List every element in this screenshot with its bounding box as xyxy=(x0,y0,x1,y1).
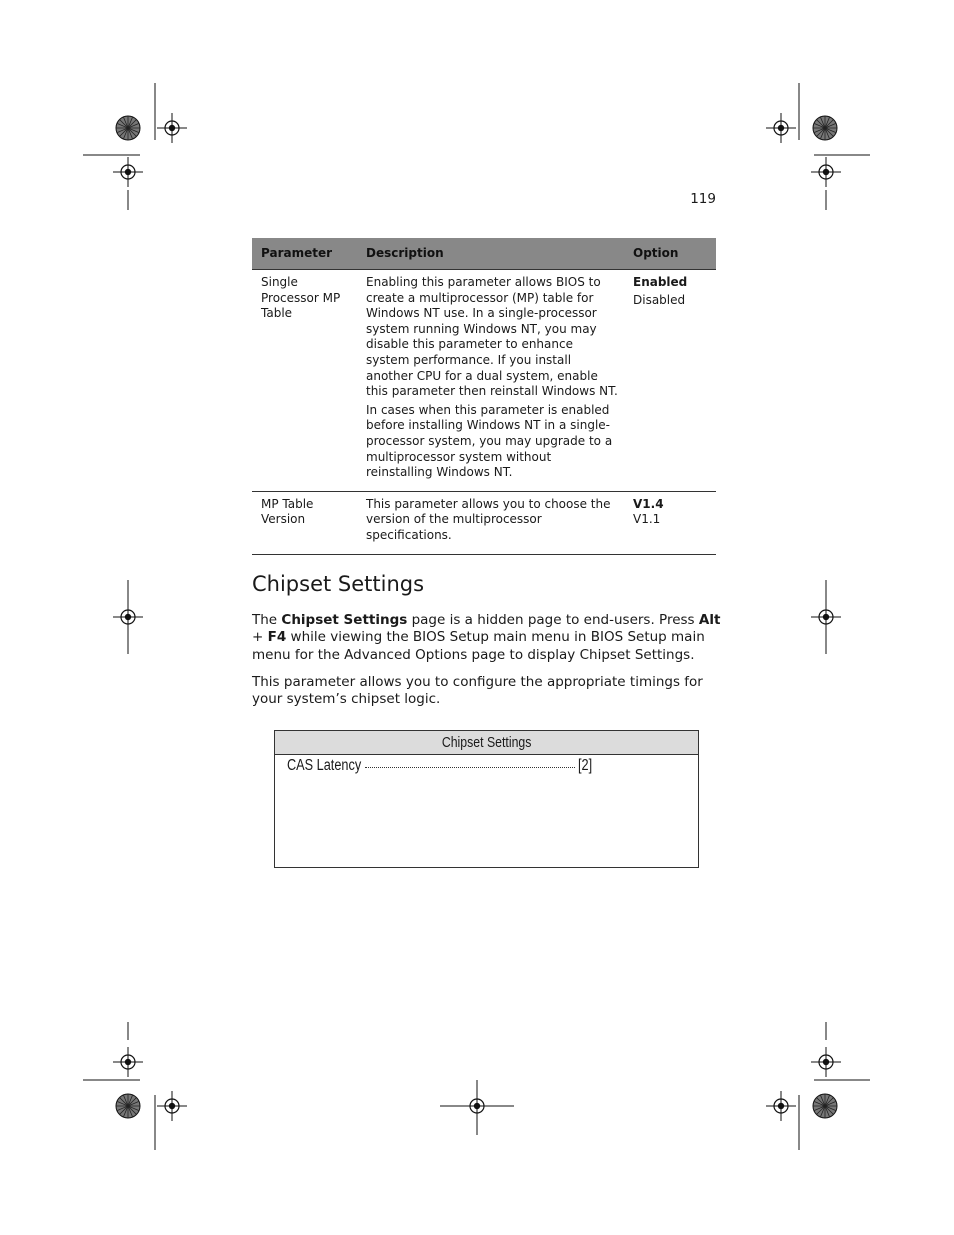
option-cell xyxy=(625,491,716,554)
text-run: The xyxy=(252,612,282,628)
bios-setting-value: [2] xyxy=(578,757,593,774)
description-paragraph: In cases when this parameter is enabled before installing Windows NT in a single-processor system, you may upgrade to a multiprocessor system without reinstalling Windows NT. xyxy=(366,402,613,480)
bios-screen xyxy=(274,730,699,868)
text-run: while viewing the BIOS Setup main menu in BIOS Setup main menu for the Advanced Options page to display Chipset Settings. xyxy=(252,629,705,663)
option-alternative: Disabled xyxy=(633,292,686,307)
bold-term: Chipset Settings xyxy=(281,612,408,628)
parameter-table xyxy=(252,238,716,555)
table-row xyxy=(252,270,716,492)
key-name: F4 xyxy=(267,629,287,646)
intro-paragraph xyxy=(252,612,722,664)
description-cell xyxy=(357,491,625,554)
page-number: 119 xyxy=(690,191,716,207)
option-cell xyxy=(625,270,716,492)
dot-leader xyxy=(365,767,575,768)
text-run: page is a hidden page to end-users. Press xyxy=(407,612,699,628)
table-row xyxy=(252,491,716,554)
parameter-cell xyxy=(252,491,357,554)
parameter-cell xyxy=(252,270,357,492)
key-name: Alt xyxy=(698,612,721,628)
column-header-option: Option xyxy=(633,245,679,260)
description-paragraph-2: This parameter allows you to configure the appropriate timings for your system’s chipset logic. xyxy=(252,674,703,708)
bios-screen-title xyxy=(275,731,698,755)
bios-title-text: Chipset Settings xyxy=(441,734,532,751)
option-default: Enabled xyxy=(633,275,688,289)
option-default: V1.4 xyxy=(633,496,664,511)
text-run: + xyxy=(252,629,268,646)
column-header-parameter: Parameter xyxy=(261,245,333,260)
parameter-name: Single Processor MP Table xyxy=(261,275,341,321)
column-header-description: Description xyxy=(366,245,444,260)
bios-setting-label: CAS Latency xyxy=(287,757,362,774)
description-cell xyxy=(357,270,625,492)
section-heading: Chipset Settings xyxy=(252,572,425,596)
description-paragraph: This parameter allows you to choose the version of the multiprocessor specifications. xyxy=(366,496,611,542)
description-paragraph: Enabling this parameter allows BIOS to create a multiprocessor (MP) table for Windows NT use. In a single-processor system running Windows NT, you may disable this parameter to enhance system performance. If you install another CPU for a dual system, enable this parameter then reinstall Windows NT. xyxy=(366,275,618,399)
parameter-name: MP Table Version xyxy=(261,496,314,527)
option-alternative: V1.1 xyxy=(633,512,661,527)
bios-setting-row xyxy=(287,757,596,775)
table-header-row xyxy=(252,238,716,270)
